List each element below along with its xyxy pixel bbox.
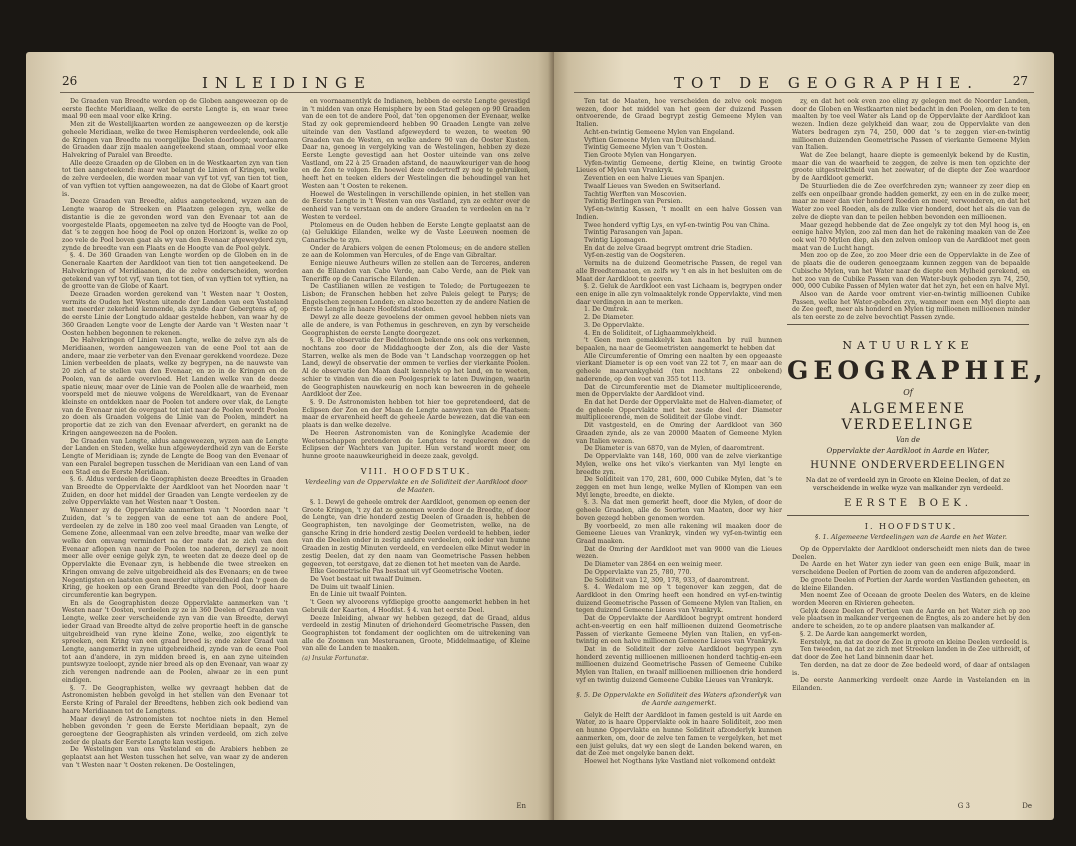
paragraph: 4. En de Soliditeit, of Lighaammelykheid.	[584, 329, 717, 337]
paragraph: Eerstelyk, na dat ze door de Zee in groote en kleine Deelen verdeeld is.	[800, 638, 1030, 646]
left-column-2	[302, 98, 530, 814]
paragraph: De Oppervlakte van 148, 160, 000 van de zelve vierkantige Mylen, welke ons het viko's vierkanten van Myl lengte en breedte zyn.	[576, 453, 782, 476]
paragraph: 2. De Diameter.	[584, 314, 634, 322]
paragraph: Dat in de Soliditeit der zelve Aardkloot begrypen zyn honderd zeventig millioenen millioenen honderd tachtig-en-een millioenen duizend Geometrische Passen of Gemeene Cubike Mylen van Italien, en twaalf millioenen millioenen drie honderd vyf en twintig duizend Gemeene Cubike Lieues van Vrankryk.	[576, 646, 782, 684]
title-line-van-de: Van de	[896, 436, 920, 444]
right-page	[554, 52, 1054, 820]
paragraph: Dit vastgesteld, en de Omring der Aardkloot van 360 Graaden zynde, als ze van 20000 Maaten of Gemeene Mylen van Italien wezen.	[576, 422, 782, 445]
paragraph: §. 4. De 360 Graaden van Lengte worden op de Globen en in de Generaale Kaarten der Aardkloot van tien tot tien aangeteekend. De Halvekringen of Meridiaanen, die de zelve onderscheiden, worden getekend van vyf tot vyf, van tien tot tien, of van vyftien tot vyftien, na de grootte van de Globe of Kaart.	[62, 252, 288, 291]
paragraph: Vyf-en-twintig Kassen, 't moallt en een halve Gossen van Indien.	[576, 206, 782, 221]
title-line-oppervlakte: Oppervlakte der Aardkloot in Aarde en Water,	[826, 447, 990, 455]
paragraph: De Diameter van 2864 en een weinig meer.	[584, 561, 723, 569]
paragraph: Twintig Ligomagen.	[584, 236, 648, 244]
paragraph: De Graaden van Breedte worden op de Globen aangeweezen op de eerste flechte Meridiaan, welke de eerste Lengte is, en waar twee maal 90 een maal voor elke Kring.	[62, 98, 288, 121]
paragraph: Ptolomeus en de Ouden hebben de Eerste Lengte geplaatst aan de (a) Gelukkige Eilanden, welke wy de Vaste Leeuwen noemen de Canarische te zyn.	[302, 221, 530, 244]
paragraph: Vyftien Gemeene Mylen van Duitschland.	[584, 136, 716, 144]
paragraph: Vermits na de duizend Geometrische Passen, de regel van alle Breedtemaaten, en zelfs wy 't en als in het besluiten om de Maat der Aardkloot te geeven.	[576, 260, 782, 283]
paragraph: Vyfen-twintig Gemeene, dertig Kleine, en twintig Groote Lieues of Mylen van Vrankryk.	[576, 159, 782, 175]
paragraph: §. 9. De Astronomisten hebben tot hier toe gepretendeerd, dat de Eclipsen der Zon en der Maan de Lengte aanwyzen van de Plaatsen: maar de ervarenheid heeft de geheele Aarde bewezen, dat die van een plaats is dan welke dezelve.	[302, 399, 530, 430]
title-line-algemeene: ALGEMEENE VERDEELINGE	[841, 401, 975, 433]
paragraph: Acht-en-twintig Gemeene Mylen van Engeland.	[584, 128, 735, 136]
paragraph: Dat de Oppervlakte der Aardkloot begrypt omtrent honderd acht-en-veertig en een half millioenen duizend Geometrische Passen of vierkante Gemeene Mylen van Italien, en vyf-en-twintig en een halve millioenen Gemeene Lieues van Vrankryk.	[576, 615, 782, 646]
paragraph: §. 6. Aldus verdeelen de Geographisten deeze Breedtes in Graaden van Breedte de Oppervlakte der Aardkloot van het Noorden naar 't Zuiden, en door het middel der Graaden van Lengte verdeelen zy de zelve Oppervlakte van het Westen naar 't Oosten.	[62, 476, 288, 507]
catchword-left: En	[516, 802, 526, 810]
paragraph: en voornaamentlyk de Indianen, hebben de eerste Lengte gevestigd in 't midden van onze Hemisphere by een Stad gelegen op 90 Graaden van de een tot de andere Pool, dat 'ten opgenomen der Evenaar, welke Stad zy ook gepremiendeerd hebben 90 Graaden Lengte van zelve uiteinde van den Vastland afgeweyderd te wezen, te weeten 90 Graaden van de Westen, en welke andere 90 van de Ooster Kusten. Daar na, genoeg in vergelyking van de Westelingen, hebben zy deze Eerste Lengte gevestigd aan het Ooster uiteinde van ons zelve Vastland, om 22 à 25 Graaden afstand, de naauwkeuriger van de hoog en de Zon te volgen. En hoewel deze ondertreff zy nog te gebruiken, heeft het en teeken elders der Westelingen die behoudingel van het Westen aan 't Oosten te rekenen.	[302, 98, 530, 190]
right-col2-text	[792, 98, 1030, 320]
left-column-1	[62, 98, 288, 814]
paragraph: De Stuurlieden die de Zee overfchreden zyn; wanneer zy zeer diep en zelfs een onpeilbaar gronde hadden gemerkt, zy een en in de zulke meer, maar ze meer dan vier honderd Roeden en meer, verwonderen, en dat het Water zoo veel Roeden, als de zulke vier honderd, doet het als die van de zelve de diepte van dan te peilen hebben bevonden een millioenen.	[792, 182, 1030, 221]
chapter-subtitle-right: §. 1. Algemeene Verdeelingen van de Aarde en het Water.	[815, 533, 1007, 541]
paragraph: Alsoo van de Aarde voor omtrent vier-en-twintig millioenen Cubike Passen, welke het Water-geboden zyn, wanneer men een Myl diepte aan de Zee geeft, meer als honderd en Mylen tig millioenen millioenen minder als ten eerste zo de zelve bevochtigt Passen zynde.	[792, 290, 1030, 320]
paragraph: De Aarde en het Water zyn ieder van geen een enige Buik, maar in verscheidene Deelen of Portien de zoom van de anderen afgezonderd.	[792, 561, 1030, 577]
paragraph: Wanneer zy de Oppervlakte aanmerken van 't Noorden naar 't Zuiden, dat 's te zeggen van de eene tot aan de andere Pool, verdeelen zy de zelve in 180 zoo veel maal Graaden van Lengte, of Gemene Zone, alleenmaal van een zelve breedte, maar van welke der welke den omvang vermindert na der mate dat ze zich van den Evenaar aflopen van naar de Poolen toe naderen, derwyl ze nooit meer alle over eenige gelyk zyn, te weeten dat ze deeze deel op de Oppervlakte die Evenaar zyn, is hebbende die twee streeken en Kringen omvang de zelve uitgebreidheid als des Evenaars; en de twee Negentigsten en laatsten geen meerder uitgebreidheid dan 'r geen de Kring, ge hoeken op een Grand Breedte van den Pool, door haare circumferentie kan begrypen.	[62, 507, 288, 599]
right-column-1	[576, 98, 782, 814]
paragraph: De eerste Aanmerking verdeelt onze Aarde in Vastelanden en in Eilanden.	[792, 677, 1030, 692]
paragraph: 3. De Oppervlakte.	[584, 321, 645, 329]
paragraph: Twaalf Lieues van Sweden en Switserland.	[584, 182, 721, 190]
paragraph: §. 1. Dewyl de geheele omtrek der Aardkloot, genomen op eenen der Groote Kringen, 't zy dat ze genomen worde door de Breedte, of door de Lengte, van drie honderd zestig Deelen of Graaden is, hebben de Geographisten, ten navolginge der Geometristen, welke, na de gansche Kring in drie honderd zestig Deelen verdeeld te hebben, ieder van die Deelen onder in zestig andere verdeelen, ook ieder van hunne Graaden in zestig Minuten verdeeld, en verdeelen elke Minut weder in zestig Deelen, dat zy den naam van Geometrische Passen hebben gegeeven, tot eerstgave, dat ze dienen tot het meeten van de Aarde.	[302, 498, 530, 568]
paragraph: Twintig Berlingen van Persien.	[584, 198, 683, 206]
left-col2b-text	[302, 499, 530, 653]
paragraph: Deeze Inleiding, alwaar wy hebben gezegd, dat de Graad, aldus verdeeld in zestig Minuten of driehonderd Geometrische Passen, den Geographisten tot fondament der ooglichten om de uitrekening van alle de Zoomen van Mesteraanen, Groote, Middelmaatige, of Kleine van alle de Landen te maaken.	[302, 614, 530, 653]
right-col1-text	[576, 98, 782, 685]
chapter-title-right: I. HOOFDSTUK.	[864, 522, 958, 531]
paragraph: Ten derden, na dat ze door de Zee bedeeld word, of daar af ontslagen is.	[792, 661, 1030, 677]
paragraph: zy, en dat het ook even zoo eling zy gelegen met de Noorder Landen, door de Globen en Westkaarten niet bedacht in den Poolen, om den te ten maalten by toe veel Water als Land op de Oppervlakte der Aardkloot kan wezen. Indien deze gelykheid dan waar, zou de Oppervlakte van den Waters bedragen zyn 74, 250, 000 dat 's te zeggen vier-en-twintig millioenen duizenden Geometrische Passen of vierkante Gemeene Mylen van Italien.	[792, 98, 1030, 152]
running-head-right: TOT DE GEOGRAPHIE.	[674, 74, 979, 92]
paragraph: Maar gezegd hebbende dat de Zee ongelyk zy tot den Myl hoog is, en eenige halve Mylen, zoo zal men dan het de rakening maaken van de Zee ook wel 70 Myllen diep, als den zelven omloop van de Aardkloot met geen maat van de Lucht hangt.	[792, 221, 1030, 252]
paragraph: Maar dewyl de Astronomisten tot nochtoe niets in den Hemel hebben gevonden 'r geen de Eerste Meridiaan bepaalt, zyn de geroegtene der Geographisten als vrinden verdeeld, om zich zelve zeder de plaats der Eerste Lengte kan vestigen.	[62, 715, 288, 746]
paragraph: De Soliditeit van 170, 281, 600, 000 Cubike Mylen, dat 's te zeggen en met hun lenge, welke Myllen of Klompen van een Myl lengte, breedte, en diekte.	[576, 476, 782, 499]
paragraph: 1. De Omtrek.	[584, 306, 630, 314]
paragraph: Deeze Graaden van Breedte, aldus aangeteekend, wyzen aan de Lengte waarop de Streeken en Plaatzen gelegen zyn, welke de distantie is die ze gevonden word van den Evenaar tot aan de voorgestelde Plaats, opgemeeten na zelve tyd de Hoogte van de Pool, dat 's te zeggen hoe hoog de Pool op onzen Horizont is, welke zo op zoo vele de Pool boven gaat als wy van den Evenaar afgeweyderd zyn, zynde de breedte van een Plaats en de Hoogte van de Pool gelyk.	[62, 198, 288, 252]
paragraph: Dat de Circumferentie met de Diameter multipliceerende, men de Oppervlakte der Aardkloot vind.	[576, 383, 782, 399]
paragraph: §. 4. Wedalom me op 't tegenover kan zeggen, dat de Aardkloot in den Omring heeft een hondred en vyf-en-twintig duizend Geometrische Passen of Gemeene Mylen van Italien, en tegen duizend Gemeene Lieues van Vrankryk.	[576, 584, 782, 615]
header-rule-right	[574, 92, 1034, 93]
paragraph: Elke Geometrische Pas bestaat uit vyf Geometrische Voeten.	[310, 568, 504, 576]
chapter-title-left: VIII. HOOFDSTUK.	[360, 466, 472, 476]
paragraph: En dat het Derde der Oppervlakte met de Halven-diameter, of de geheele Oppervlakte met het zesde deel der Diameter multipliceerende, men de Soliditeit der Globe vindt.	[576, 399, 782, 422]
title-line-eerste-boek: EERSTE BOEK.	[844, 498, 972, 509]
paragraph: Vyf-en-zestig van de Oogsteren.	[584, 252, 686, 260]
paragraph: Dat de Omring der Aardkloot met van 9000 van die Lieues wezen.	[576, 545, 782, 561]
page-number-left: 26	[62, 74, 78, 88]
header-rule-left	[60, 92, 530, 93]
paragraph: Men zoo op de Zee, zo zoo Meer drie een de Oppervlakte in de Zee of de plaats die de ouderen genoegzaam kunnen zeggen van de bepaalde Cubische Mylen, van het Water naar de diepte een Mylheid gerekend, en het zoo van de Cubike Passen van den Water-buyk geboden zyn 74, 250, 000, 000 Cubike Passen of Mylen water dat het zyn, het een en halve Myl.	[792, 252, 1030, 291]
running-head-left: INLEIDINGE	[202, 74, 372, 92]
paragraph: Hoewel het Nogthans lyke Vastland niet volkomend ontdekt	[584, 757, 776, 765]
paragraph: Tachtig Werften van Moscovien.	[584, 190, 687, 198]
paragraph: En dat de zelve Graad begrypt omtrent drie Stadien.	[584, 244, 753, 252]
book-title-block	[787, 324, 1048, 516]
paragraph: Dewyl ze alle deeze gevoelens der ommen gevoel hebben niets van alle de andere, is van Pothemus in geschreven, en zyn by verscheide Geographisten de eerste Lengte doorgezet.	[302, 314, 530, 337]
paragraph: §. 8. De observatie der Beeldtonen bekende ons ook ons verkennen, nochtans zoo door de Middaghoogte der Zon, als die der Vaste Starren, welke als men de Bode van 't Landschap voorzeggen op het Land, dewyl de observatie der ommen te verlies der vierkante Poolen. Al de observatie den Maan daalt kennelyk op het land, en te weeten, schier te vinden van die een Poolgespriek te laten Duwingen, waarin de Geographisten nauwkeurig en noch kan beweeren in de geheele Aardkloot der Zee.	[302, 337, 530, 399]
title-line-onderverdeelingen: HUNNE ONDERVERDEELINGEN	[810, 460, 1006, 471]
paragraph: Zeventien en een halve Lieues van Spanjen.	[584, 175, 725, 183]
paragraph: De Castilianen willen ze vestigen te Toledo; de Portugeezen te Lisbon; de Franschen hebben het zelve Paleis gelegt te Parys; de Engelschen zegenen Londen; en alzoo bezetten zy de andere Natien de Eerste Lengte in haare Hoofdstad steden.	[302, 283, 530, 314]
paragraph: 't Geen men gemakkelyk kan naalten by ruil hunnen bepaalen, na naar de Geometristen aangemerkt te hebben dat	[576, 337, 782, 352]
paragraph: §. 7. De Geographisten, welke wy gevraagt hebben dat de Astronomisten hebben gevolgd in het stellen van den Evenaar tot Eerste Kring of Paralel der Breedtens, hebben zich ook bediend van haare Meridiaanen tot de Lengtens.	[62, 684, 288, 715]
paragraph: Twintig Parasangen van Japan.	[584, 229, 683, 237]
right-column-2-top	[792, 98, 1030, 320]
right-col1b-text	[576, 712, 782, 766]
paragraph: Gelyk de Helft der Aardkloot in famen gesteld is uit Aarde en Water, zo is haare Oppervlakte ook in haare Soliditeit, zoo men en hunne Oppervlakte en hunne Soliditeit afzonderlyk kunnen aanmerken, om, door de zelve ten famen te vergelyken, het met een juist geluks, dat wy een slegt de Landen bekend waren, en dat de Zee met ongelyke banen dekt.	[576, 711, 782, 758]
paragraph: De Soliditeit van 12, 309, 178, 933, of daaromtrent.	[584, 576, 750, 584]
paragraph: De Halvekringen of Linien van Lengte, welke de zelve zyn als de Meridiaanen, worden aangeweezen van de eene Pool tot aan de andere, maar zie verbeter van den Evenaar gerekkend voordeze. Deze Linien verbeelden de plaats, welke zy begrypen, na de nauwste van 20 zich af te stellen van den Evenaar, en zo in de Kringen en de Poolen, van de aarde overvloed. Het Landen welke van de deeze spatie nieuw, maar over de Linie van de Poolen alle de waarheid, men voorspeld met de nieuwe volgens de Wereldkaart, van de Evenaar kleinste en ontdekken naar de Poolen tot andere over vlak, de Lengte van de Evenaar niet de overgaat tot niet naar de Poolen wordt Poolen zo doen als Graaden volgens de Linie van de Poolen, mindert na proportie dat ze zich van den Evenaar afverdert, en gerankt na de Kringen aangeweezen na de Poolen.	[62, 337, 288, 437]
paragraph: De groote Deelen of Portien der Aarde worden Vastlanden geheeten, en de kleine Eilanden.	[792, 576, 1030, 592]
chapter-subtitle-left: Verdeeling van de Oppervlakte en de Soliditeit der Aardkloot door de Maaten.	[305, 477, 527, 494]
paragraph: Tien Groote Mylen van Hongaryen.	[584, 152, 697, 160]
paragraph: Wat de Zee belangt, haare diepte is gemeenlyk bekend by de Kustin, maar die van de waarheid te zeggen, de zelve is men ten opzichte der groote uitgestrektheid van het zeewater, of de diepte der Zee waardoor by de Aardkloot gemerkt.	[792, 152, 1030, 183]
paragraph: Alle Circumferentie of Omring een naalten by een opgeaaste vierkant Diameter is op een voet van 22 tot 7, en maar aan de geheele maarvankygheid (ten nochtans 22 onbekend) naderende, op den voet van 355 tot 113.	[576, 352, 782, 383]
signature-mark: G 3	[957, 802, 970, 810]
paragraph: De Graaden van Lengte, aldus aangeweezen, wyzen aan de Lengte der Landen en Steden, welke hun afgeweyderdheid zyn van de Eerste Lengte of Meridiaan is; zynde de Lengte de Boog van den Evenaar of van een Paralel begrepen tusschen de Meridiaan van een Land of van een Stad en de Eerste Meridiaan.	[62, 437, 288, 476]
right-column-2-bottom	[792, 522, 1030, 804]
paragraph: Alle deeze Graaden op de Globen en in de Westkaarten zyn van tien tot tien aangeteekend: maar wat belangt de Linien of Kringen, welke de zelve verdeelen, die worden maar van vyf tot vyf, van tien tot tien, of van vyftien tot vyftien aangeweezen, na dat de Globe of Kaart groot is.	[62, 159, 288, 198]
paragraph: De Westelingen van ons Vasteland en de Arabiers hebben ze geplaatst aan het Westen tusschen het selve, van waar zy de anderen van 't Westen naar 't Oosten rekenen. De Oostelingen,	[62, 746, 288, 769]
section-title-right: §. 5. De Oppervlakte en Soliditeit des Waters afzonderlyk van de Aarde aangemerkt.	[576, 690, 782, 707]
paragraph: §. 2. Geluk de Aardkloot een vast Lichaam is, begrypen onder een enige in alle zyn volmaaktelyk ronde Oppervlakte, vind men daar verdingen in aan te merken.	[576, 283, 782, 306]
paragraph: De Duim uit twaalf Linien.	[310, 583, 395, 591]
title-line-of: Of	[903, 388, 913, 397]
paragraph: De Voet bestaat uit twaalf Duimen.	[310, 575, 422, 583]
paragraph: 't Geen wy alvoorens vyfdiepige grootte aangemerkt hebben in het Gebruik der Kaarten, 4 Hoofdst. § 4. van het eerste Deel.	[302, 599, 530, 614]
paragraph: Twintig Gemeene Mylen van 't Oosten.	[584, 144, 708, 152]
left-col2-text	[302, 98, 530, 461]
paragraph: En de Linie uit twaalf Pointen.	[310, 591, 407, 599]
paragraph: Eenige nieuwe Autheurs willen ze stellen aan de Terceres, anderen aan de Eilanden van Cabo Verde, aan Cabo Verde, aan de Piek van Teneriffe op de Canarische Eilanden.	[302, 260, 530, 283]
paragraph: De Heeren Astronomisten van de Koninglyke Academie der Weetenschappen pretenderen de Lengtens te reguleeren door de Eclipsen der Wachters van Jupiter. Hun verstand wordt meer, om hunne groote naauwkeurigheid in deeze zaak, gevolgd.	[302, 429, 530, 461]
page-number-right: 27	[1012, 74, 1028, 88]
paragraph: §. 3. Na dat men gemerkt heeft, door die Mylen, of door de geheele Graaden, alle de Soorten van Maaten, door wy hier boven gezegd hebben genomen worden.	[576, 499, 782, 522]
paragraph: Twee honderd vyftig Lys, en vyf-en-twintig Pou van China.	[584, 221, 770, 229]
title-line-description: Na dat ze of verdeeld zyn in Groote en Kleine Deelen, of dat ze verscheidende in welke wyze van malkander zyn verdeeld.	[805, 476, 1011, 492]
left-page	[26, 52, 554, 820]
footnote-left: (a) Insulæ Fortunatæ.	[302, 655, 369, 663]
title-line-geographie: GEOGRAPHIE,	[787, 356, 1048, 385]
paragraph: Men zit de Westelijkaarten worden ze aangeweezen op de kerstje geheele Meridiaan, welke de twee Hemispheren verdeelende, ook alle de Kringen van Breedte nu voorgelijke Deelen doorloopt; wordaaren de Graaden daar zijn maalen aangeteekend staan, ommaal voor elke Halvekring of Paralel van Breedte.	[62, 121, 288, 160]
paragraph: De Oppervlakte van 25, 780, 770.	[584, 568, 692, 576]
paragraph: Ten tweeden, na dat ze zich met Streeken landen in de Zee uitbreidt, of dat door de Zee het Land binnenin daar het.	[792, 646, 1030, 662]
paragraph: Hoewel de Westelingen in verschillende opinien, in het stellen van de Eerste Lengte in 't Westen van ons Vastland, zyn ze echter over de eenheid van te verstaan om de andere Graaden te verdeelen en na 'r Westen te verdeel.	[302, 190, 530, 221]
paragraph: Onder de Arabiers volgen de eenen Ptolomeus; en de andere stellen ze aan de Kolommen van Hercules, of de Enge van Gibraltar.	[302, 244, 530, 260]
right-col2b-text	[792, 546, 1030, 693]
paragraph: Op de Oppervlakte der Aardkloot onderscheidt men niets dan de twee Deelen.	[792, 546, 1030, 561]
paragraph: Deeze Graaden worden gerekend van 't Westen naar 't Oosten, vermits de Ouden het Westen uitende der Landen van een Vasteland met meerder zekerheid kennende, als zynde daar Gebergtens af, op de eerste Linie der Longtudo aldaar gestelde hebben, van waar hy de 360 Graaden Lengte voor de Lengte der Aarde van 't Westen naar 't Oosten hebben begonnen te rekenen.	[62, 290, 288, 337]
paragraph: Gelyk deeze Deelen of Portien van de Aarde en het Water zich op zoo vele plaatsen in malkander vergeenen de Engtes, als zo andere het by den andere te scheiden, zo te op andere plaatsen van malkander af.	[792, 607, 1030, 631]
paragraph: Ten tat de Maaten, hoe verscheiden de zelve ook mogen wezen, door het middel van het geen der duizend Passen ontvoerende, de Graad begrypt zestig Gemeene Mylen van Italien.	[576, 98, 782, 129]
catchword-right: De	[1022, 802, 1032, 810]
paragraph: §. 2. De Aarde kan aangemerkt worden,	[800, 630, 928, 638]
paragraph: Men noemt Zee of Oceaan de groote Deelen des Waters, en de kleine worden Meeren en Rivieren geheeten.	[792, 592, 1030, 608]
paragraph: De Diameter is van 6870, van de Mylen, of daaromtrent.	[584, 445, 765, 453]
title-line-natuurlyke: NATUURLYKE	[842, 339, 974, 352]
paragraph: By voorbeeld, zo men alle rakening wil maaken door de Gemeene Lieues van Vrankryk, vinden wy vyf-en-twintig een Graad maaken.	[576, 522, 782, 545]
paragraph: En als de Geographisten deeze Oppervlakte aanmerken van 't Westen naar 't Oosten, verdeelen zy ze in 360 Deelen of Graaden van Lengte, welke zeer verscheidende zyn van die van Breedte, derwyl ieder Graad van Breedte altyd de zelve proportie heeft in de gansche uitgebreidheid van ryne kleine Zone, welke, zoo eigentlyk te spreeken, een Kring van een graad breed is; ende zeker Graad van Lengte, aangemerkt in zyne uitgebreidheid, zynde van de eene Pool tot aan d'andere, in zyn midden breed is, en aan zyne uiteinden puntswyze toeloopt, zynde nier breed als op den Evenaar, van waar zy zich verengen nadrende aan de Poolen, alwaar ze in een punt eindigen.	[62, 599, 288, 684]
left-col1-text	[62, 98, 288, 770]
